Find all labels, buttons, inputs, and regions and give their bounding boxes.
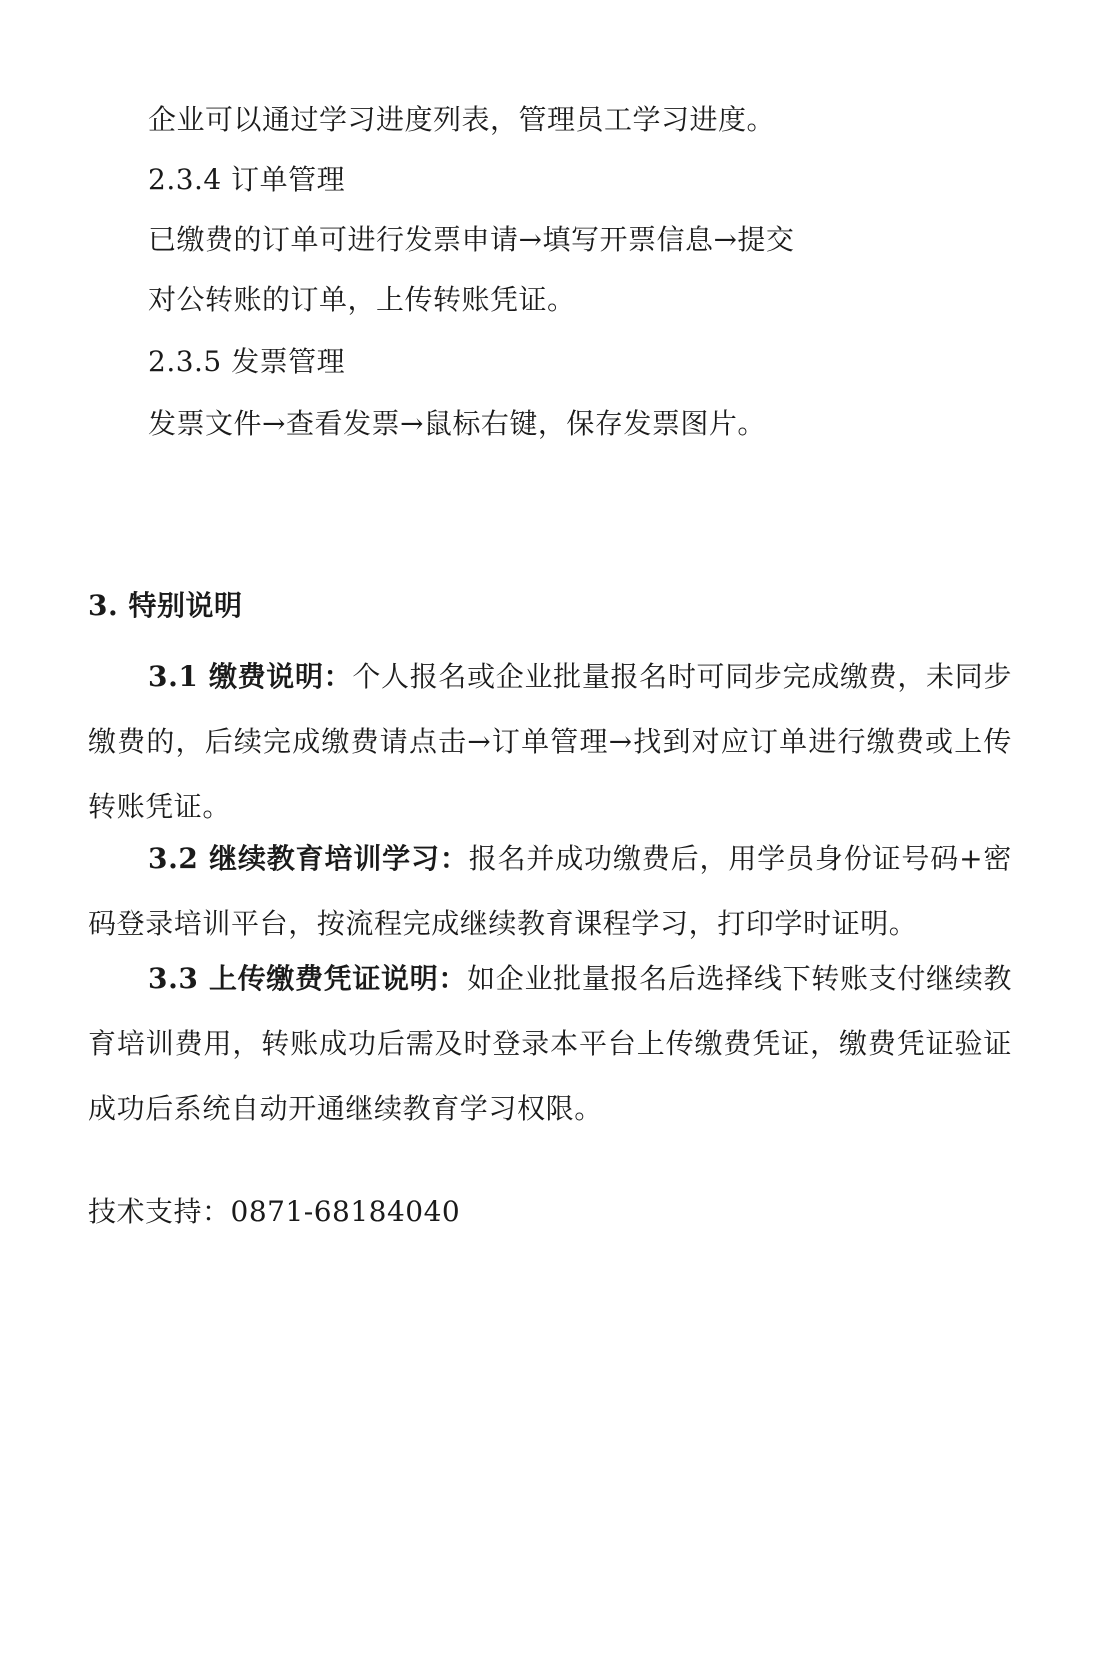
tech-support-text: 技术支持：0871-68184040 <box>88 1195 461 1228</box>
training-note-title: 3.2 继续教育培训学习： <box>148 842 469 875</box>
special-notes-heading: 3. 特别说明 <box>88 589 243 622</box>
order-management-line-2: 对公转账的订单，上传转账凭证。 <box>148 283 576 316</box>
payment-note-paragraph <box>88 644 1012 839</box>
payment-note-title: 3.1 缴费说明： <box>148 660 353 693</box>
voucher-note-title: 3.3 上传缴费凭证说明： <box>148 962 468 995</box>
invoice-management-text: 发票文件→查看发票→鼠标右键，保存发票图片。 <box>148 407 766 440</box>
voucher-note-text: 如企业批量报名后选择线下转账支付继续教育培训费用，转账成功后需及时登录本平台上传缴费凭证，缴费凭证验证成功后系统自动开通继续教育学习权限。 <box>88 962 1012 1125</box>
order-management-heading: 2.3.4 订单管理 <box>148 163 346 196</box>
order-management-line-1: 已缴费的订单可进行发票申请→填写开票信息→提交 <box>148 223 795 256</box>
invoice-management-heading: 2.3.5 发票管理 <box>148 345 346 378</box>
voucher-note-paragraph <box>88 946 1012 1141</box>
payment-note-text: 个人报名或企业批量报名时可同步完成缴费，未同步缴费的，后续完成缴费请点击→订单管理→找到对应订单进行缴费或上传转账凭证。 <box>88 660 1012 823</box>
training-note-text: 报名并成功缴费后，用学员身份证号码+密码登录培训平台，按流程完成继续教育课程学习，打印学时证明。 <box>88 842 1012 940</box>
training-note-paragraph <box>88 826 1012 956</box>
learning-progress-text: 企业可以通过学习进度列表，管理员工学习进度。 <box>148 103 776 136</box>
